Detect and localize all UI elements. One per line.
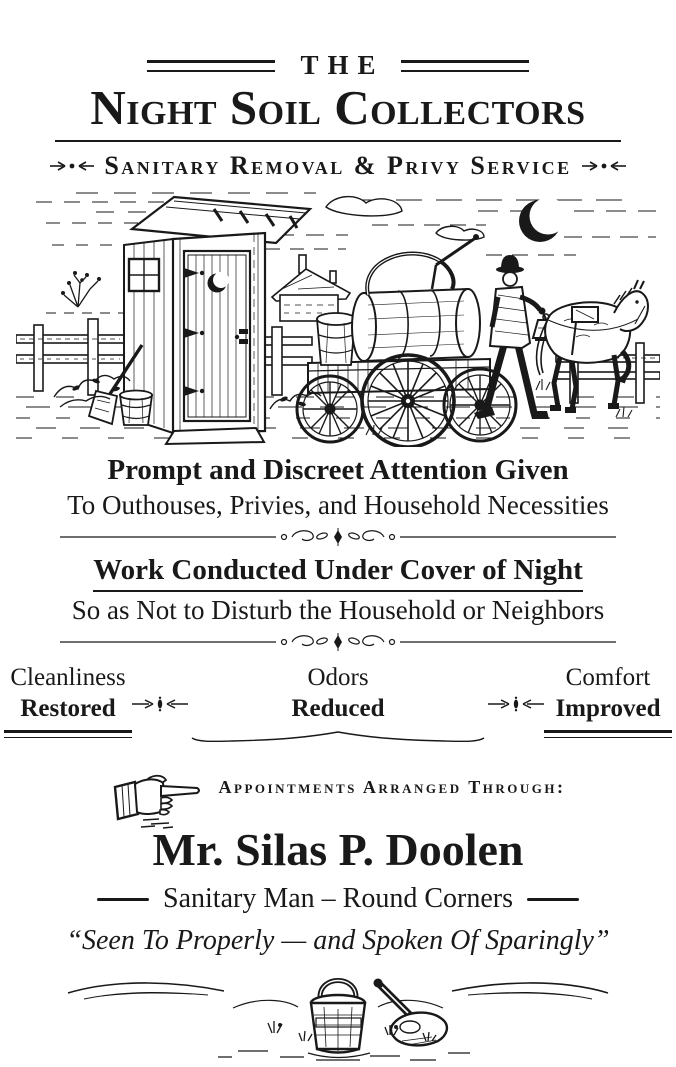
bucket (311, 981, 365, 1053)
em-dash-rule (527, 898, 579, 901)
arrow-ornament-icon (582, 159, 626, 173)
contact-row (0, 767, 676, 829)
benefit-cleanliness (4, 664, 132, 738)
benefit-bottom-label: Improved (555, 694, 661, 722)
claim-night-heading (0, 554, 676, 592)
tank-wagon (308, 234, 490, 393)
header-the-row (0, 50, 676, 81)
bucket (120, 390, 152, 425)
clouds (326, 197, 484, 240)
arrow-ornament-icon (132, 696, 188, 712)
pointing-hand-icon (111, 767, 207, 829)
wagon-wheel (297, 376, 363, 442)
benefit-bottom-label: Reduced (291, 694, 385, 722)
scroll-divider-icon (0, 632, 676, 652)
header-the: THE (300, 50, 385, 80)
arrow-ornament-icon (488, 696, 544, 712)
wagon-wheel (362, 355, 454, 447)
benefit-top-label: Comfort (565, 663, 651, 691)
agent-name: Mr. Silas P. Doolen (152, 823, 524, 875)
agent-role: Sanitary Man – Round Corners (163, 883, 513, 915)
double-rule-left (147, 60, 275, 72)
benefit-top-label: Cleanliness (10, 663, 126, 691)
poster-title: Night Soil Collectors (90, 80, 586, 135)
poster-subtitle: Sanitary Removal & Privy Service (104, 150, 572, 180)
footer-illustration (58, 963, 618, 1067)
scroll-divider-icon (0, 527, 676, 547)
benefit-comfort (544, 664, 672, 738)
scene-illustration (16, 185, 660, 447)
role-row (0, 883, 676, 915)
double-rule-right (401, 60, 529, 72)
brace-underline (188, 729, 488, 743)
subtitle-row (0, 151, 676, 181)
benefit-bottom-label: Restored (20, 694, 116, 722)
benefit-top-label: Odors (307, 663, 369, 691)
claim-night-sub: So as Not to Disturb the Household or Neighbors (71, 594, 605, 625)
left-shrub (46, 271, 126, 313)
wagon-barrel (317, 313, 355, 365)
tank-hose (367, 254, 453, 295)
crescent-moon-icon (519, 197, 567, 242)
pump-handle (432, 234, 479, 289)
wagon-tank (352, 289, 480, 361)
double-underline (544, 730, 672, 738)
em-dash-rule (97, 898, 149, 901)
claim-prompt-sub: To Outhouses, Privies, and Household Necessities (67, 489, 609, 520)
title-rule (55, 140, 621, 142)
horse (537, 280, 648, 413)
motto: “Seen To Properly — and Spoken Of Sparingly” (66, 925, 610, 957)
wagon-wheel (444, 369, 516, 441)
farmhouse (272, 255, 350, 321)
arrow-ornament-icon (50, 159, 94, 173)
appointments-label: Appointments Arranged Through: (218, 776, 566, 797)
claim-night-heading-text: Work Conducted Under Cover of Night (93, 554, 583, 592)
claim-prompt-heading: Prompt and Discreet Attention Given (107, 453, 569, 486)
double-underline (4, 730, 132, 738)
benefits-row (10, 663, 662, 743)
benefit-odors (188, 664, 488, 743)
